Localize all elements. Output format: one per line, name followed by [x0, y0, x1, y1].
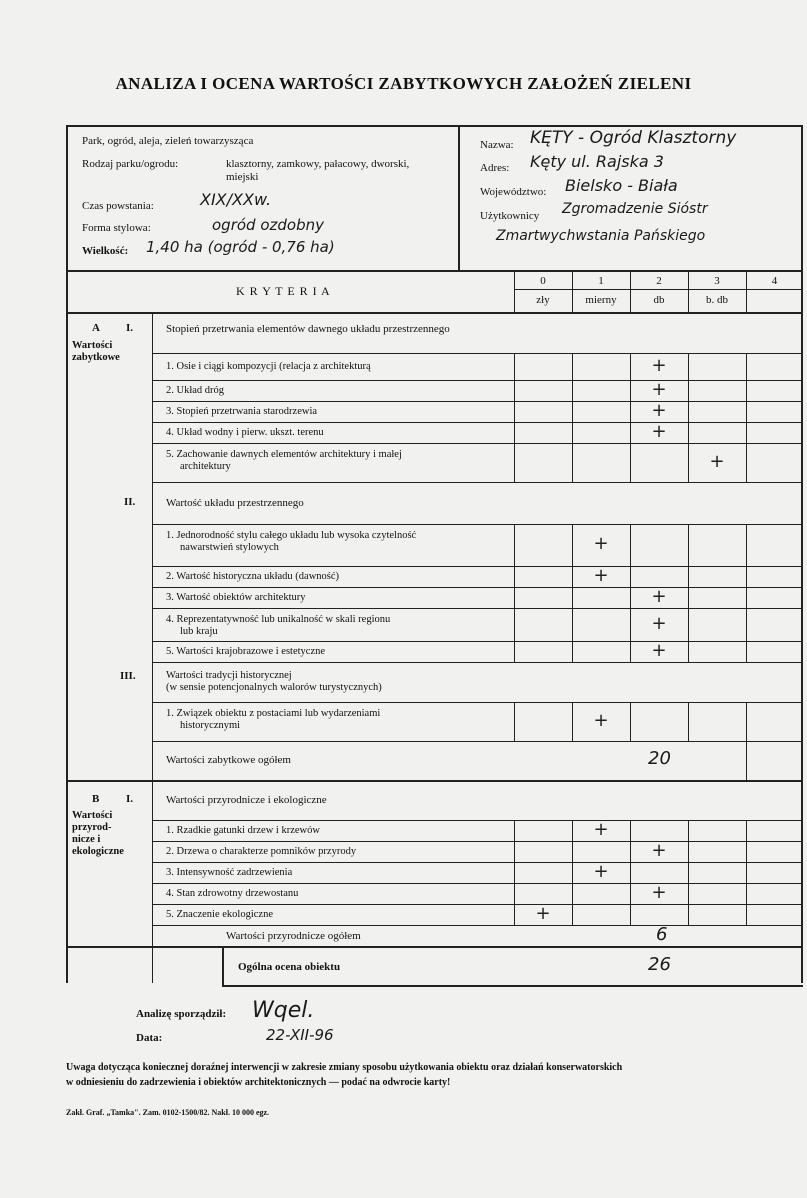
- column-rule: [630, 702, 631, 741]
- column-rule: [572, 270, 573, 312]
- section-b-sub1-title: Wartości przyrodnicze i ekologiczne: [166, 794, 327, 806]
- col-1-label: mierny: [585, 294, 617, 306]
- column-rule: [572, 380, 573, 401]
- column-rule: [746, 641, 747, 662]
- table-rule: [152, 353, 803, 354]
- section-b-roman-1: I.: [126, 793, 134, 805]
- column-rule: [746, 820, 747, 841]
- rodzaj-label: Rodzaj parku/ogrodu:: [82, 158, 179, 170]
- column-rule: [688, 702, 689, 741]
- column-rule: [746, 401, 747, 422]
- column-rule: [688, 353, 689, 380]
- column-rule: [514, 443, 515, 482]
- column-rule: [572, 883, 573, 904]
- table-rule: [152, 422, 803, 423]
- rodzaj-options: klasztorny, zamkowy, pałacowy, dworski,: [226, 158, 410, 170]
- criterion-label: 3. Intensywność zadrzewienia: [166, 866, 293, 878]
- column-rule: [688, 641, 689, 662]
- table-rule: [152, 925, 803, 926]
- score-mark: +: [651, 612, 667, 634]
- column-rule: [688, 524, 689, 566]
- column-rule: [514, 353, 515, 380]
- uzytkownicy-label: Użytkownicy: [480, 210, 540, 222]
- column-rule: [688, 608, 689, 641]
- column-rule: [630, 820, 631, 841]
- column-rule: [514, 401, 515, 422]
- table-rule: [152, 641, 803, 642]
- criterion-label: 3. Stopień przetrwania starodrzewia: [166, 405, 318, 417]
- column-rule: [514, 641, 515, 662]
- forma-label: Forma stylowa:: [82, 222, 151, 234]
- score-mark: +: [593, 564, 609, 586]
- adres-value: Kęty ul. Rajska 3: [530, 152, 664, 171]
- wojewodztwo-value: Bielsko - Biała: [565, 176, 678, 195]
- column-rule: [514, 841, 515, 862]
- section-a-sub3-title: Wartości tradycji historycznej: [166, 670, 292, 681]
- score-mark: +: [593, 818, 609, 840]
- column-rule: [688, 380, 689, 401]
- table-rule: [152, 566, 803, 567]
- score-mark: +: [651, 378, 667, 400]
- uzytkownicy-value-1: Zgromadzenie Sióstr: [562, 201, 708, 217]
- table-rule: [152, 662, 803, 663]
- table-rule: [152, 841, 803, 842]
- criterion-label: 4. Układ wodny i pierw. ukszt. terenu: [166, 426, 324, 438]
- column-rule: [572, 443, 573, 482]
- column-rule: [572, 587, 573, 608]
- section-a-roman-1: I.: [126, 322, 134, 334]
- column-rule: [630, 524, 631, 566]
- column-rule: [746, 862, 747, 883]
- col-0-num: 0: [540, 275, 546, 287]
- criterion-label: 2. Drzewa o charakterze pomników przyrody: [166, 845, 357, 857]
- column-rule: [514, 862, 515, 883]
- criterion-label: 5. Znaczenie ekologiczne: [166, 908, 273, 920]
- col-3-num: 3: [714, 275, 720, 287]
- date-label: Data:: [136, 1032, 163, 1044]
- section-a-title: Wartości zabytkowe: [72, 340, 120, 363]
- score-mark: +: [651, 354, 667, 376]
- column-rule: [630, 862, 631, 883]
- score-mark: +: [593, 860, 609, 882]
- column-rule: [746, 353, 747, 380]
- score-mark: +: [709, 450, 725, 472]
- park-label: Park, ogród, aleja, zieleń towarzysząca: [82, 135, 254, 147]
- criterion-label-cont: historycznymi: [180, 720, 241, 731]
- nazwa-label: Nazwa:: [480, 139, 514, 151]
- section-b-total-label: Wartości przyrodnicze ogółem: [226, 930, 361, 942]
- section-a-sub3-title-2: (w sensie potencjonalnych walorów turystycznych): [166, 682, 382, 693]
- table-rule: [152, 883, 803, 884]
- header-divider: [458, 125, 460, 270]
- table-rule: [152, 702, 803, 703]
- column-rule: [514, 524, 515, 566]
- col-0-label: zły: [536, 294, 550, 306]
- table-rule: [152, 587, 803, 588]
- column-rule: [514, 422, 515, 443]
- criterion-label: 1. Jednorodność stylu całego układu lub wysoka czytelność: [166, 530, 417, 541]
- column-rule: [572, 608, 573, 641]
- col-2-label: db: [653, 294, 665, 306]
- signature-value: Wqel.: [252, 998, 315, 1023]
- column-rule: [514, 380, 515, 401]
- column-rule: [514, 270, 515, 312]
- column-rule: [746, 524, 747, 566]
- note-line-2: w odniesieniu do zadrzewienia i obiektów architektonicznych — podać na odwrocie karty!: [66, 1077, 451, 1088]
- forma-value: ogród ozdobny: [212, 216, 324, 234]
- section-a-roman-2: II.: [124, 496, 136, 508]
- criterion-label: 1. Osie i ciągi kompozycji (relacja z architekturą: [166, 360, 371, 372]
- uzytkownicy-value-2: Zmartwychwstania Pańskiego: [496, 228, 706, 244]
- criterion-label: 4. Stan zdrowotny drzewostanu: [166, 887, 299, 899]
- column-rule: [572, 353, 573, 380]
- column-rule: [514, 702, 515, 741]
- score-mark: +: [651, 639, 667, 661]
- column-rule: [746, 443, 747, 482]
- section-b-title-1: Wartości: [72, 810, 113, 821]
- wielkosc-value: 1,40 ha (ogród - 0,76 ha): [146, 238, 335, 256]
- column-rule: [746, 566, 747, 587]
- column-rule: [688, 841, 689, 862]
- czas-label: Czas powstania:: [82, 200, 154, 212]
- note-line-1: Uwaga dotycząca koniecznej doraźnej interwencji w zakresie zmiany sposobu użytkowania obiektu oraz działań konserwatorskich: [66, 1062, 623, 1073]
- section-a-letter: A: [92, 322, 100, 334]
- column-rule: [514, 587, 515, 608]
- column-rule: [746, 608, 747, 641]
- score-mark: +: [535, 902, 551, 924]
- column-rule: [688, 270, 689, 312]
- column-rule: [746, 587, 747, 608]
- section-a-sub2-title: Wartość układu przestrzennego: [166, 497, 304, 509]
- col-1-num: 1: [598, 275, 604, 287]
- score-mark: +: [593, 709, 609, 731]
- table-rule: [152, 862, 803, 863]
- section-a-total-value: 20: [648, 748, 671, 769]
- column-rule: [514, 566, 515, 587]
- date-value: 22-XII-96: [266, 1026, 334, 1044]
- criterion-label-cont: nawarstwień stylowych: [180, 542, 279, 553]
- column-rule: [630, 443, 631, 482]
- column-rule: [746, 841, 747, 862]
- rodzaj-options-2: miejski: [226, 171, 259, 183]
- column-rule: [688, 862, 689, 883]
- score-mark: +: [593, 533, 609, 554]
- table-rule: [152, 820, 803, 821]
- section-a-roman-3: III.: [120, 670, 136, 682]
- score-mark: +: [651, 839, 667, 861]
- column-rule: [514, 608, 515, 641]
- section-b-letter: B: [92, 793, 100, 805]
- column-rule: [746, 380, 747, 401]
- criterion-label-cont: architektury: [180, 461, 231, 472]
- column-rule: [572, 401, 573, 422]
- criterion-label: 2. Wartość historyczna układu (dawność): [166, 570, 340, 582]
- table-rule: [152, 524, 803, 525]
- section-b-title-2: przyrod-: [72, 822, 112, 833]
- section-b-title-3: nicze i: [72, 834, 101, 845]
- criterion-label: 1. Związek obiektu z postaciami lub wydarzeniami: [166, 708, 381, 719]
- criterion-label: 2. Układ dróg: [166, 384, 225, 396]
- table-rule: [152, 401, 803, 402]
- czas-value: XIX/XXw.: [200, 190, 272, 209]
- column-rule: [630, 904, 631, 925]
- column-rule: [688, 904, 689, 925]
- column-rule: [514, 820, 515, 841]
- column-rule: [572, 904, 573, 925]
- column-rule: [746, 422, 747, 443]
- column-rule: [630, 270, 631, 312]
- criterion-label: 1. Rzadkie gatunki drzew i krzewów: [166, 824, 320, 836]
- wojewodztwo-label: Województwo:: [480, 186, 547, 198]
- section-a-sub1-title: Stopień przetrwania elementów dawnego układu przestrzennego: [166, 323, 450, 335]
- wielkosc-label: Wielkość:: [82, 245, 129, 257]
- printer-info: Zakł. Graf. „Tamka". Zam. 0102-1500/82. Nakł. 10 000 egz.: [66, 1108, 270, 1117]
- col-3-label: b. db: [706, 294, 728, 306]
- column-rule: [514, 883, 515, 904]
- column-rule: [746, 741, 747, 780]
- signature-label: Analizę sporządził:: [136, 1008, 227, 1020]
- col-4-num: 4: [771, 275, 778, 287]
- column-rule: [572, 641, 573, 662]
- section-b-total-value: 6: [656, 924, 668, 945]
- overall-value: 26: [648, 954, 671, 975]
- column-rule: [572, 422, 573, 443]
- page-title: ANALIZA I OCENA WARTOŚCI ZABYTKOWYCH ZAŁOŻEŃ ZIELENI: [115, 74, 692, 93]
- column-rule: [688, 422, 689, 443]
- column-rule: [630, 566, 631, 587]
- kryteria-label: K R Y T E R I A: [236, 284, 331, 298]
- score-mark: +: [651, 585, 667, 607]
- table-rule: [152, 608, 803, 609]
- score-mark: +: [651, 399, 667, 421]
- table-rule: [152, 482, 803, 483]
- criterion-label: 3. Wartość obiektów architektury: [166, 591, 306, 603]
- score-mark: +: [651, 881, 667, 903]
- criterion-label: 5. Zachowanie dawnych elementów architektury i małej: [166, 449, 402, 460]
- column-rule: [746, 883, 747, 904]
- column-rule: [746, 904, 747, 925]
- column-rule: [746, 702, 747, 741]
- column-rule: [688, 587, 689, 608]
- criterion-label-cont: lub kraju: [180, 626, 218, 637]
- column-rule: [572, 841, 573, 862]
- column-rule: [746, 270, 747, 312]
- table-rule: [152, 380, 803, 381]
- section-a-total-label: Wartości zabytkowe ogółem: [166, 754, 291, 766]
- column-rule: [688, 820, 689, 841]
- section-b-title-4: ekologiczne: [72, 846, 124, 857]
- score-mark: +: [651, 420, 667, 442]
- table-rule: [152, 904, 803, 905]
- nazwa-value: KĘTY - Ogród Klasztorny: [530, 128, 737, 148]
- criterion-label: 4. Reprezentatywność lub unikalność w skali regionu: [166, 614, 391, 625]
- column-rule: [688, 566, 689, 587]
- column-rule: [688, 883, 689, 904]
- adres-label: Adres:: [480, 162, 510, 174]
- table-rule: [152, 443, 803, 444]
- criterion-label: 5. Wartości krajobrazowe i estetyczne: [166, 645, 326, 657]
- col-2-num: 2: [656, 275, 662, 287]
- overall-label: Ogólna ocena obiektu: [238, 961, 341, 973]
- column-rule: [688, 401, 689, 422]
